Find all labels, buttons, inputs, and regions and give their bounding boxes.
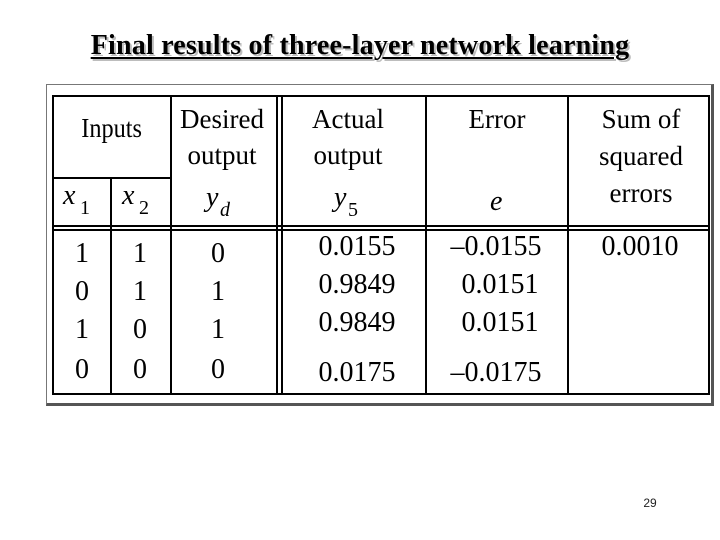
symbol-y5-sub: 5 xyxy=(348,199,358,221)
symbol-x2-base: x xyxy=(122,180,135,211)
cell-y5-1: 0.9849 xyxy=(318,269,396,300)
header-error: Error xyxy=(468,104,526,134)
cell-x2-0: 1 xyxy=(133,238,147,269)
cell-error-0: –0.0155 xyxy=(450,231,542,262)
symbol-x2-sub: 2 xyxy=(139,197,149,219)
symbol-x2 xyxy=(121,180,149,219)
cell-error-3: –0.0175 xyxy=(450,357,542,388)
symbol-yd xyxy=(203,182,231,221)
header-actual-line2: output xyxy=(313,140,383,170)
symbol-y5-base: y xyxy=(334,182,347,213)
symbol-x1 xyxy=(62,180,90,219)
symbol-yd-base: y xyxy=(206,182,219,213)
cell-sse: 0.0010 xyxy=(601,231,679,262)
cell-y5-3: 0.0175 xyxy=(318,357,396,388)
header-sse-line3: errors xyxy=(609,178,673,208)
table-body xyxy=(75,231,679,388)
cell-yd-2: 1 xyxy=(211,314,225,345)
cell-x2-2: 0 xyxy=(133,314,147,345)
cell-x1-2: 1 xyxy=(75,314,89,345)
cell-x2-3: 0 xyxy=(133,354,147,385)
symbol-e: e xyxy=(490,186,503,217)
header-sse-line2: squared xyxy=(599,141,683,171)
cell-error-1: 0.0151 xyxy=(461,269,539,300)
header-desired-line2: output xyxy=(187,140,257,170)
header-actual-line1: Actual xyxy=(312,104,384,134)
symbol-x1-sub: 1 xyxy=(80,197,90,219)
symbol-x1-base: x xyxy=(63,180,76,211)
cell-x2-1: 1 xyxy=(133,276,147,307)
slide-title: Final results of three-layer network learning xyxy=(90,30,630,61)
header-sse-line1: Sum of xyxy=(601,104,681,134)
cell-x1-1: 0 xyxy=(75,276,89,307)
cell-x1-3: 0 xyxy=(75,354,89,385)
cell-yd-1: 1 xyxy=(211,276,225,307)
cell-x1-0: 1 xyxy=(75,238,89,269)
cell-error-2: 0.0151 xyxy=(461,307,539,338)
cell-yd-3: 0 xyxy=(211,354,225,385)
cell-y5-0: 0.0155 xyxy=(318,231,396,262)
cell-y5-2: 0.9849 xyxy=(318,307,396,338)
cell-yd-0: 0 xyxy=(211,238,225,269)
symbol-y5 xyxy=(331,182,358,221)
symbol-yd-sub: d xyxy=(220,199,230,221)
page-number: 29 xyxy=(643,496,657,510)
header-inputs: Inputs xyxy=(81,112,142,144)
header-desired-line1: Desired xyxy=(180,104,264,134)
